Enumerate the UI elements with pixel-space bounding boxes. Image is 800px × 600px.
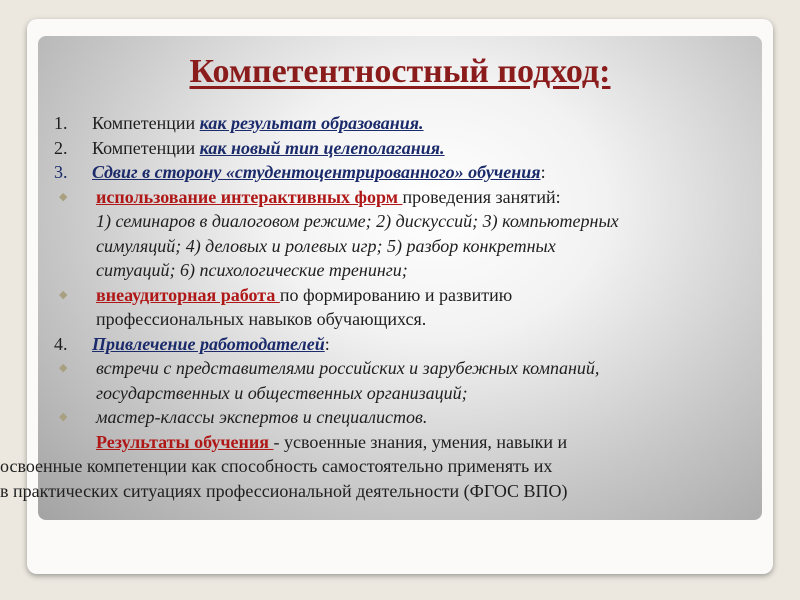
item-text: Компетенции <box>92 113 200 133</box>
list-item-1 <box>54 111 774 136</box>
list-marker: 4. <box>54 333 68 354</box>
list-item-2 <box>54 136 774 161</box>
item-emphasis: как результат образования. <box>199 113 424 133</box>
bullet-item-2 <box>54 283 774 308</box>
item-tail: : <box>540 162 546 182</box>
results-line-3: в практических ситуациях профессиональной деятельности (ФГОС ВПО) <box>0 480 568 501</box>
results-text: - усвоенные знания, умения, навыки и <box>273 431 568 452</box>
list-item-4 <box>54 332 774 357</box>
item-emphasis: Привлечение работодателей <box>92 333 325 354</box>
bullet-icon: ◆ <box>59 362 68 374</box>
list-marker: 2. <box>54 137 68 158</box>
bullet-highlight: внеаудиторная работа <box>96 284 280 305</box>
bullet-sublist-line: симуляций; 4) деловых и ролевых игр; 5) разбор конкретных <box>96 235 556 256</box>
results-line-1 <box>54 430 774 455</box>
results-highlight: Результаты обучения <box>96 431 274 452</box>
bullet-text-line: государственных и общественных организаций; <box>96 382 468 403</box>
item-emphasis: Сдвиг в сторону «студентоцентрированного» обучения <box>92 162 541 182</box>
bullet-text-line: профессиональных навыков обучающихся. <box>96 309 427 329</box>
list-marker: 3. <box>54 162 68 182</box>
slide-title: Компетентностный подход: <box>189 53 611 90</box>
bullet-text: встречи с представителями российских и зарубежных компаний, <box>96 358 600 378</box>
results-line-2: освоенные компетенции как способность самостоятельно применять их <box>0 456 553 476</box>
bullet-item-4 <box>54 405 774 430</box>
bullet-icon: ◆ <box>59 190 68 203</box>
bullet-text: мастер-классы экспертов и специалистов. <box>96 407 428 427</box>
bullet-item-1 <box>54 185 774 210</box>
item-emphasis: как новый тип целеполагания. <box>199 137 445 158</box>
bullet-text: проведения занятий: <box>402 186 561 207</box>
bullet-icon: ◆ <box>59 411 68 423</box>
bullet-highlight: использование интерактивных форм <box>96 186 403 207</box>
item-text: Компетенции <box>92 137 200 158</box>
bullet-icon: ◆ <box>59 288 68 301</box>
bullet-sublist-line: ситуаций; 6) психологические тренинги; <box>96 260 408 280</box>
slide-content <box>0 111 774 503</box>
bullet-sublist-line: 1) семинаров в диалоговом режиме; 2) дискуссий; 3) компьютерных <box>96 211 619 231</box>
bullet-item-3 <box>54 356 774 381</box>
list-item-3 <box>54 160 774 185</box>
item-tail: : <box>324 333 330 354</box>
bullet-text: по формированию и развитию <box>279 284 513 305</box>
list-marker: 1. <box>54 113 68 133</box>
